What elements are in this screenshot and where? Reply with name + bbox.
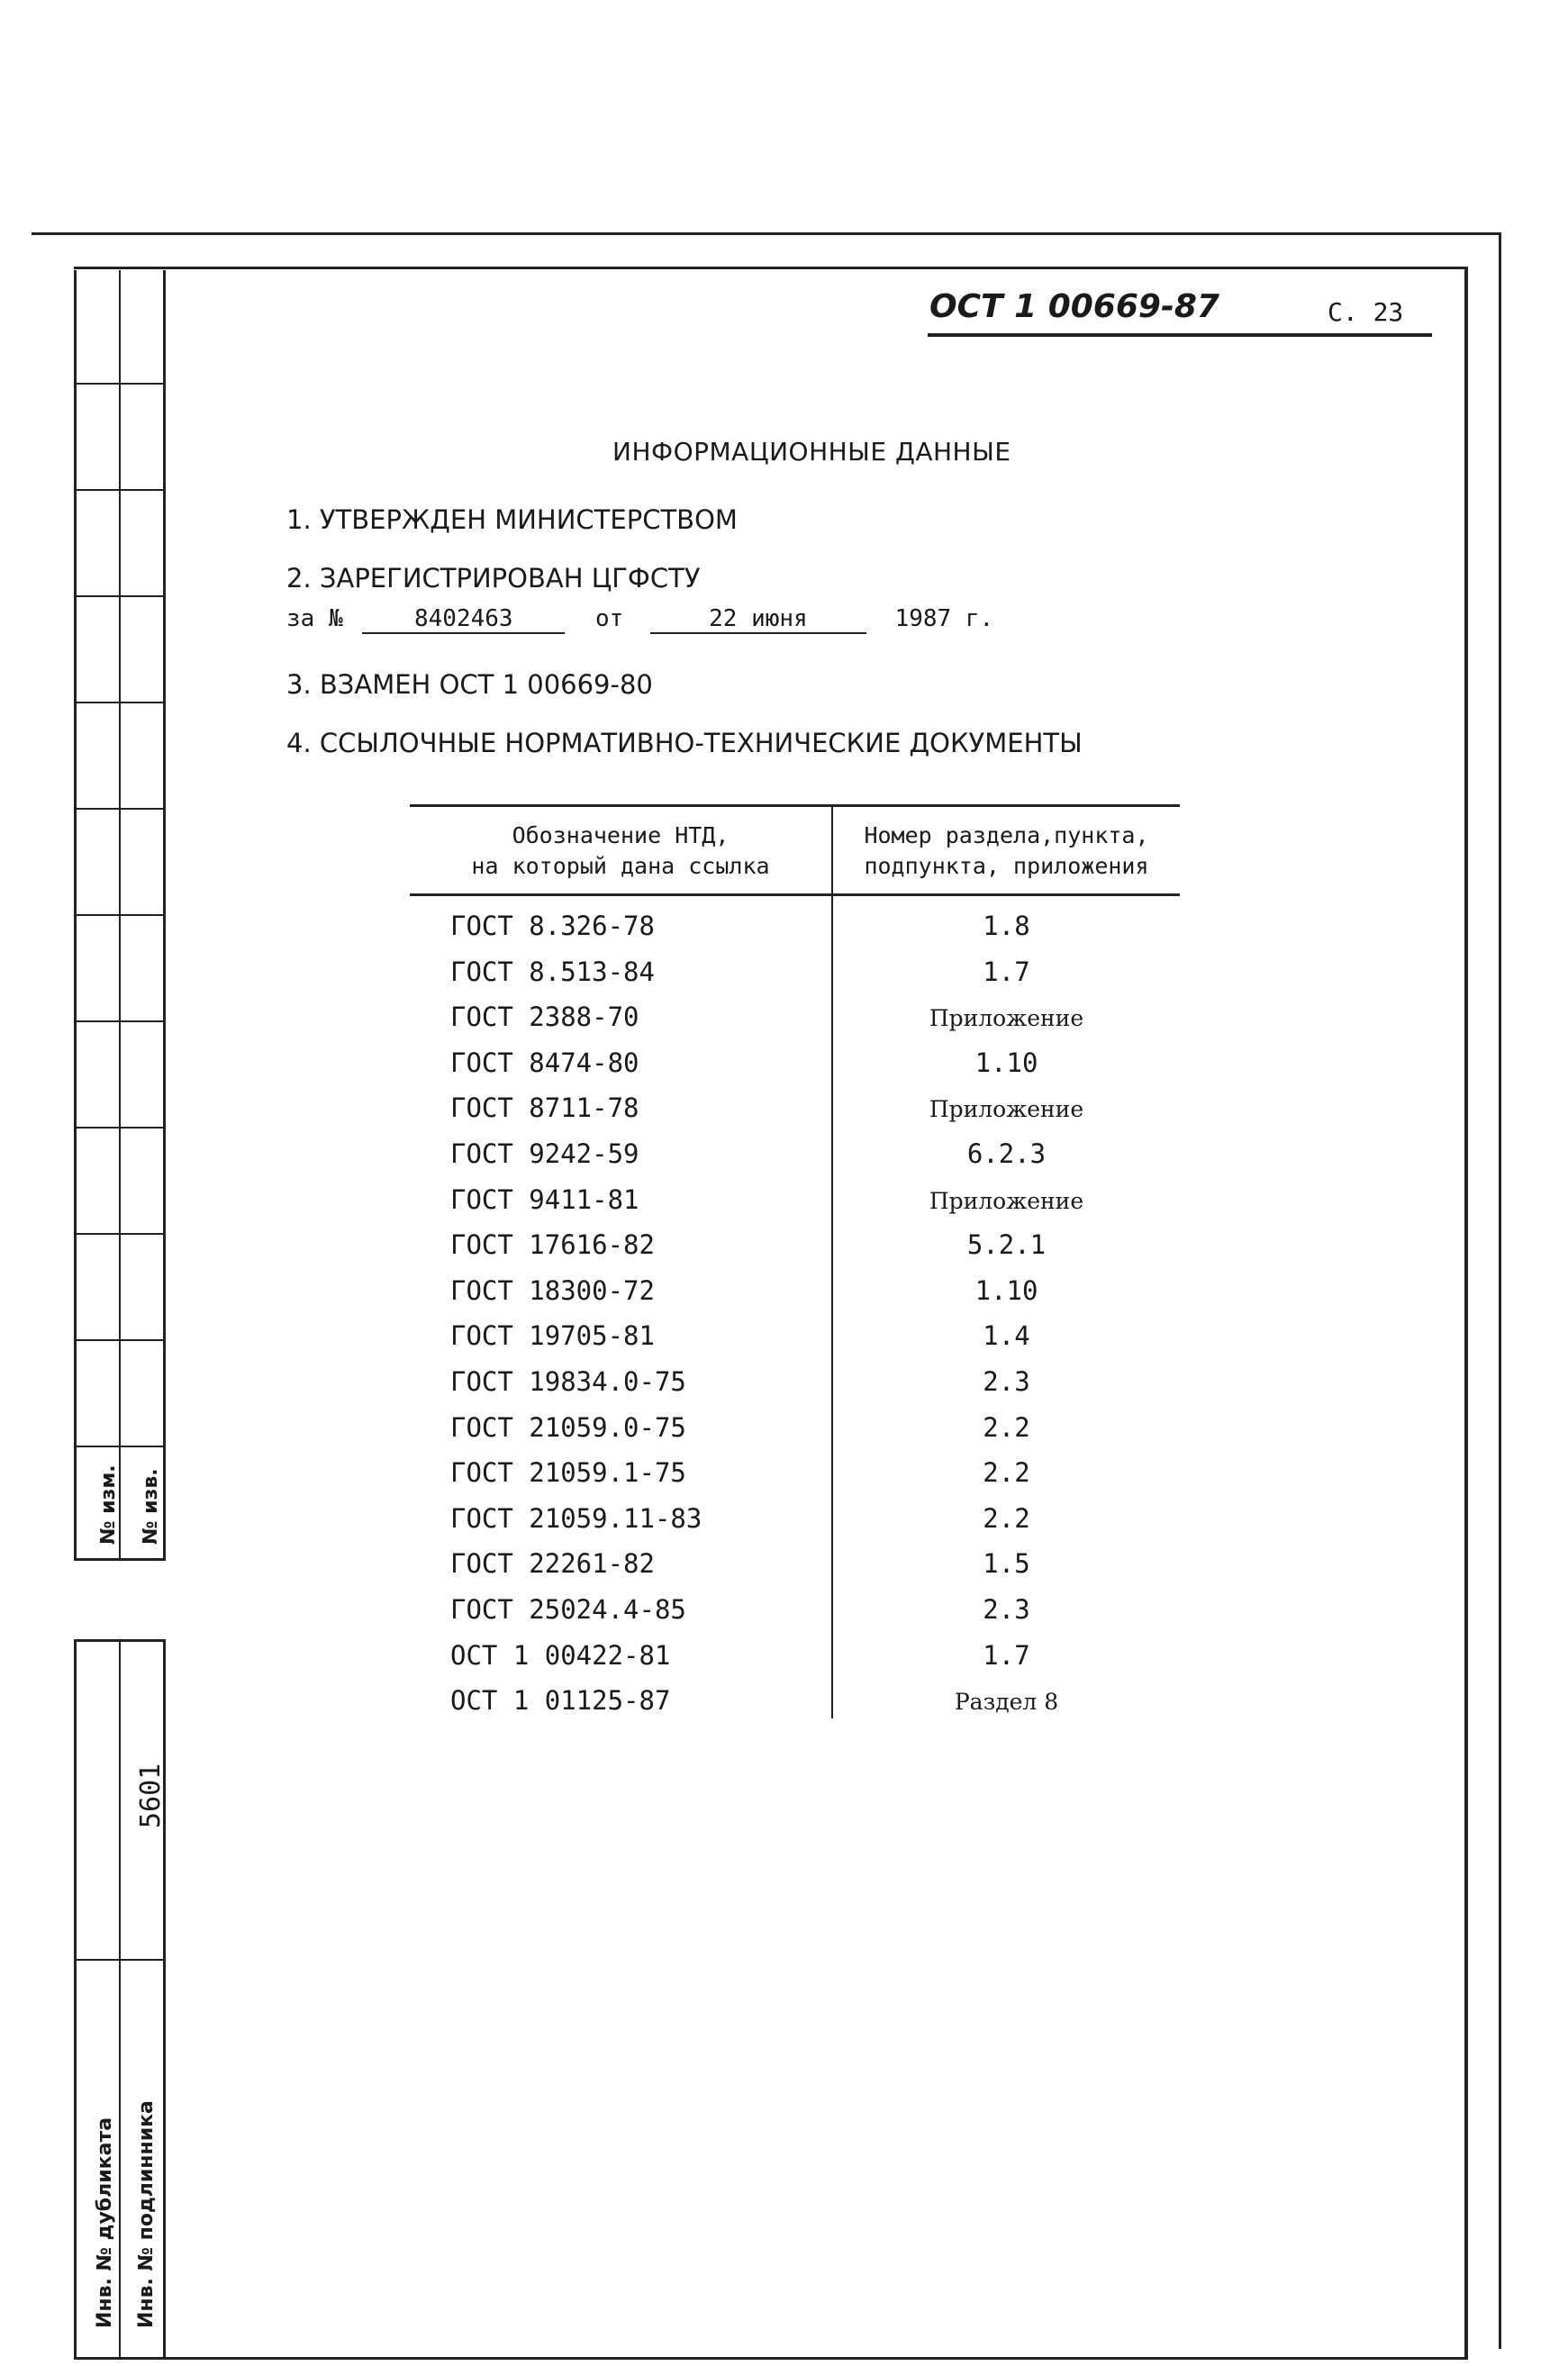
table-cell-document: ГОСТ 8.513-84 [450,956,655,987]
table-cell-reference: 1.7 [983,956,1030,987]
table-cell-reference: 2.2 [983,1502,1030,1534]
stamp-dup-inv-label: Инв. № дубликата [94,2117,116,2328]
table-row [410,1092,1180,1138]
table-cell-reference: 2.3 [983,1594,1030,1625]
registration-line [286,605,993,634]
stamp-upper-block [74,270,166,1558]
table-cell-reference: Приложение [929,1005,1084,1032]
table-row [410,1275,1180,1320]
reg-prefix: за № [286,605,343,632]
table-cell-reference: 5.2.1 [966,1229,1047,1261]
table-cell-document: ГОСТ 19705-81 [450,1320,655,1352]
frame-top-rule [32,232,1500,235]
table-cell-reference: 1.10 [974,1047,1038,1078]
stamp-change-no-label: № изм. [97,1464,120,1545]
table-cell-document: ГОСТ 19834.0-75 [450,1366,686,1397]
table-cell-document: ГОСТ 21059.0-75 [450,1411,686,1443]
table-row [410,956,1180,1002]
frame-right-rule [1499,232,1501,2349]
table-cell-document: ГОСТ 21059.1-75 [450,1457,686,1489]
table-row [410,911,1180,956]
table-row [410,1320,1180,1365]
section-title: ИНФОРМАЦИОННЫЕ ДАННЫЕ [612,437,1011,467]
table-cell-document: ГОСТ 21059.11-83 [450,1502,702,1534]
table-cell-reference: Раздел 8 [954,1689,1059,1716]
table-header-reference: Номер раздела,пункта, подпункта, приложения [864,822,1149,879]
table-cell-reference: 2.2 [983,1457,1030,1489]
table-cell-reference: 2.2 [983,1411,1030,1443]
stamp-orig-inv-value: 5601 [135,1763,167,1828]
table-header-document: Обозначение НТД, на который дана ссылка [471,822,770,879]
table-cell-document: ГОСТ 9242-59 [450,1138,639,1169]
table-cell-document: ГОСТ 8.326-78 [450,911,655,941]
reg-date: 22 июня [650,605,866,634]
table-cell-document: ГОСТ 8711-78 [450,1092,639,1124]
stamp-orig-inv-label: Инв. № подлинника [135,2100,158,2328]
table-cell-document: ГОСТ 18300-72 [450,1274,655,1306]
table-cell-reference: 6.2.3 [966,1138,1047,1169]
table-cell-document: ОСТ 1 01125-87 [450,1685,671,1717]
table-row [410,1548,1180,1593]
table-row [410,1229,1180,1274]
reg-from: от [594,605,624,632]
table-cell-reference: 1.5 [983,1548,1030,1580]
stamp-separator [74,1558,166,1561]
table-row [410,1457,1180,1502]
table-cell-document: ГОСТ 25024.4-85 [450,1594,686,1625]
table-row [410,1412,1180,1457]
table-cell-document: ОСТ 1 00422-81 [450,1639,671,1671]
table-row [410,1047,1180,1092]
reg-number: 8402463 [362,605,565,634]
table-row [410,1594,1180,1639]
table-cell-reference: Приложение [929,1096,1084,1123]
table-row [410,1138,1180,1183]
table-row [410,1640,1180,1685]
table-cell-document: ГОСТ 17616-82 [450,1229,655,1261]
table-cell-document: ГОСТ 22261-82 [450,1548,655,1580]
table-cell-reference: 1.4 [983,1320,1030,1352]
table-row [410,1002,1180,1047]
table-row [410,1685,1180,1730]
stamp-notice-no-label: № изв. [140,1468,162,1545]
table-cell-document: ГОСТ 8474-80 [450,1047,639,1078]
table-cell-reference: 1.8 [983,911,1030,941]
table-cell-document: ГОСТ 2388-70 [450,1002,639,1033]
table-cell-reference: 1.7 [983,1639,1030,1671]
table-cell-reference: 1.10 [974,1274,1038,1306]
document-code: ОСТ 1 00669-87 [929,288,1219,325]
item-references: 4. ССЫЛОЧНЫЕ НОРМАТИВНО-ТЕХНИЧЕСКИЕ ДОКУМЕНТЫ [286,728,1083,758]
item-registered: 2. ЗАРЕГИСТРИРОВАН ЦГФСТУ [286,563,701,594]
table-row [410,1366,1180,1411]
item-replaces: 3. ВЗАМЕН ОСТ 1 00669-80 [286,669,653,700]
table-cell-reference: 2.3 [983,1366,1030,1397]
reg-year: 1987 г. [894,605,994,632]
page-number: С. 23 [1328,297,1404,327]
item-approved: 1. УТВЕРЖДЕН МИНИСТЕРСТВОМ [286,504,738,535]
table-row [410,1503,1180,1548]
table-cell-reference: Приложение [929,1187,1084,1214]
table-cell-document: ГОСТ 9411-81 [450,1183,639,1215]
header-rule [928,333,1432,337]
table-row [410,1184,1180,1229]
